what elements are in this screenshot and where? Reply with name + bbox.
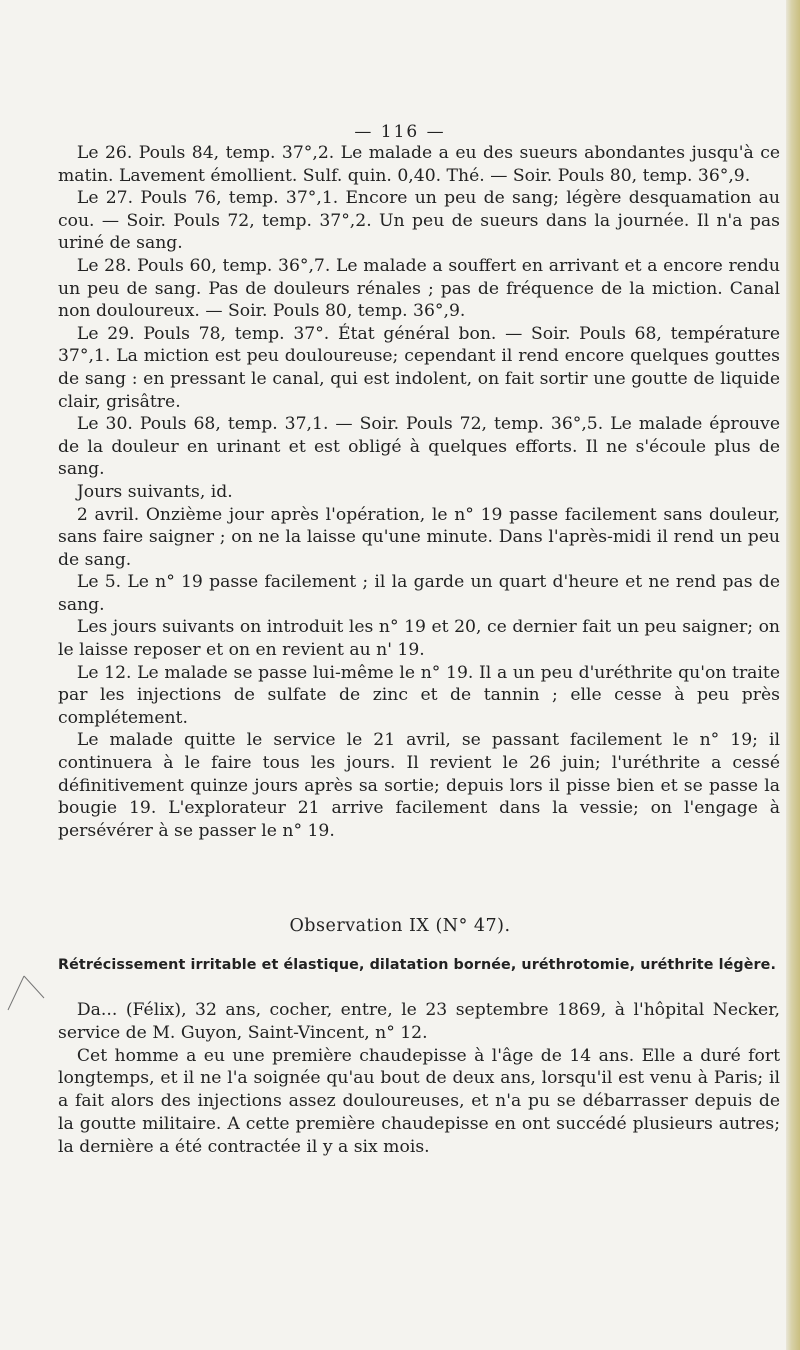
observation-title: Observation IX (N° 47). — [289, 916, 511, 936]
paragraph: Jours suivants, id. — [76, 481, 233, 502]
paragraph: Le 29. Pouls 78, temp. 37°. État général bon. — Soir. Pouls 68, température 37°,1. La miction est peu douloureuse; cependant il rend encore quelques gouttes de sang : en pressant le canal, qui est indolent, on fait sortir une goutte de liquide clair, grisâtre. — [58, 323, 780, 412]
observation-subtitle: Rétrécissement irritable et élastique, dilatation bornée, uréthrotomie, uréthrite légère. — [58, 957, 777, 973]
paragraph: Les jours suivants on introduit les n° 19 et 20, ce dernier fait un peu saigner; on le laisse reposer et on en revient au n' 19. — [58, 617, 780, 661]
page-number: — 116 — — [354, 122, 446, 142]
paragraph: Le 12. Le malade se passe lui-même le n° 19. Il a un peu d'uréthrite qu'on traite par les injections de sulfate de zinc et de tannin ; elle cesse à peu près complétement. — [58, 662, 780, 728]
observation-text — [58, 999, 780, 1159]
paragraph: Le 30. Pouls 68, temp. 37,1. — Soir. Pouls 72, temp. 36°,5. Le malade éprouve de la douleur en urinant et est obligé à quelques efforts. Il ne s'écoule plus de sang. — [58, 414, 780, 480]
paragraph: Le 28. Pouls 60, temp. 36°,7. Le malade a souffert en arrivant et a encore rendu un peu de sang. Pas de douleurs rénales ; pas de fréquence de la miction. Canal non douloureux. — Soir. Pouls 80, temp. 36°,9. — [58, 255, 780, 322]
pencil-mark-icon — [6, 972, 46, 1012]
paragraph: Le 5. Le n° 19 passe facilement ; il la garde un quart d'heure et ne rend pas de sang. — [58, 572, 780, 615]
body-text — [58, 142, 780, 842]
paragraph: 2 avril. Onzième jour après l'opération, le n° 19 passe facilement sans douleur, sans faire saigner ; on ne la laisse qu'une minute. Dans l'après-midi il rend un peu de sang. — [58, 504, 780, 570]
paragraph: Cet homme a eu une première chaudepisse à l'âge de 14 ans. Elle a duré fort longtemps, et il ne l'a soignée qu'au bout de deux ans, lorsqu'il est venu à Paris; il a fait alors des injections assez douloureuses, et n'a pu se débarrasser depuis de la goutte militaire. A cette première chaudepisse en ont succédé plusieurs autres; la dernière a été contractée il y a six mois. — [58, 1045, 780, 1157]
paragraph: Le 26. Pouls 84, temp. 37°,2. Le malade a eu des sueurs abondantes jusqu'à ce matin. Lavement émollient. Sulf. quin. 0,40. Thé. — Soir. Pouls 80, temp. 36°,9. — [58, 143, 780, 186]
paragraph: Da... (Félix), 32 ans, cocher, entre, le 23 septembre 1869, à l'hôpital Necker, service de M. Guyon, Saint-Vincent, n° 12. — [58, 1000, 780, 1043]
paragraph: Le malade quitte le service le 21 avril, se passant facilement le n° 19; il continuera à le faire tous les jours. Il revient le 26 juin; l'uréthrite a cessé définitivement quinze jours après sa sortie; depuis lors il pisse bien et se passe la bougie 19. L'explorateur 21 arrive facilement dans la vessie; on l'engage à persévérer à se passer le n° 19. — [58, 730, 780, 841]
page-edge — [786, 0, 800, 1350]
paragraph: Le 27. Pouls 76, temp. 37°,1. Encore un peu de sang; légère desquamation au cou. — Soir. Pouls 72, temp. 37°,2. Un peu de sueurs dans la journée. Il n'a pas uriné de sang. — [58, 188, 780, 254]
